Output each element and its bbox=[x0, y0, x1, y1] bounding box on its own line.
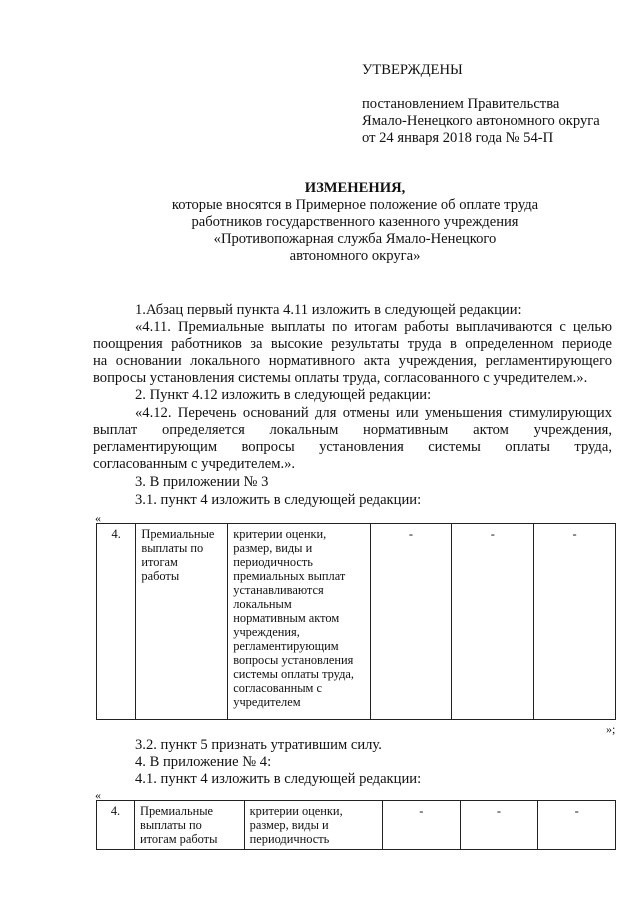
title-subline-1: которые вносятся в Примерное положение об оплате труда bbox=[171, 197, 539, 213]
criteria-line: регламентирующим bbox=[233, 639, 339, 653]
payment-name-line: итогам работы bbox=[140, 832, 218, 846]
row-number: 4. bbox=[97, 524, 136, 720]
payment-name-line: работы bbox=[141, 569, 180, 583]
payment-name-cell bbox=[136, 524, 228, 720]
value-cell: - bbox=[460, 801, 538, 850]
title-subline-3: «Противопожарная служба Ямало-Ненецкого bbox=[213, 231, 497, 247]
payment-name-line: Премиальные bbox=[141, 527, 215, 541]
paragraph-4-line-1: «4.12. Перечень оснований для отмены или уменьшения стимулирующих bbox=[135, 405, 612, 421]
paragraph-7: 3.2. пункт 5 признать утратившим силу. bbox=[135, 737, 382, 753]
paragraph-2-line-3: на основании локального нормативного акта учреждения, регламентирующего bbox=[93, 353, 612, 369]
payment-name-cell bbox=[135, 801, 245, 850]
criteria-line: нормативным актом bbox=[233, 611, 340, 625]
criteria-cell bbox=[228, 524, 370, 720]
open-quote-1: « bbox=[95, 511, 101, 525]
value-cell: - bbox=[383, 801, 461, 850]
approved-label: УТВЕРЖДЕНЫ bbox=[362, 62, 463, 78]
table-row bbox=[97, 524, 616, 720]
paragraph-5: 3. В приложении № 3 bbox=[135, 474, 269, 490]
criteria-line: устанавливаются bbox=[233, 583, 324, 597]
criteria-line: премиальных выплат bbox=[233, 569, 346, 583]
criteria-line: согласованным с bbox=[233, 681, 322, 695]
value-cell: - bbox=[538, 801, 616, 850]
table-row bbox=[97, 801, 616, 850]
criteria-line: периодичность bbox=[249, 832, 330, 846]
paragraph-2-line-2: поощрения работников за высокие результаты труда в определенном периоде bbox=[93, 336, 612, 352]
payment-name-line: выплаты по bbox=[140, 818, 202, 832]
value-cell: - bbox=[370, 524, 452, 720]
criteria-line: локальным bbox=[233, 597, 292, 611]
criteria-line: размер, виды и bbox=[249, 818, 329, 832]
payment-name-line: выплаты по bbox=[141, 541, 204, 555]
header-line-3: от 24 января 2018 года № 54-П bbox=[362, 130, 554, 146]
criteria-line: критерии оценки, bbox=[249, 804, 343, 818]
criteria-line: вопросы установления bbox=[233, 653, 354, 667]
criteria-line: размер, виды и bbox=[233, 541, 313, 555]
paragraph-8: 4. В приложение № 4: bbox=[135, 754, 272, 770]
paragraph-4-line-3: регламентирующим вопросы установления системы оплаты труда, bbox=[93, 439, 612, 455]
table-appendix-4 bbox=[96, 800, 616, 850]
payment-name-line: Премиальные bbox=[140, 804, 214, 818]
value-cell: - bbox=[534, 524, 616, 720]
value-cell: - bbox=[452, 524, 534, 720]
paragraph-3: 2. Пункт 4.12 изложить в следующей редакции: bbox=[135, 387, 432, 403]
header-line-2: Ямало-Ненецкого автономного округа bbox=[362, 113, 600, 129]
criteria-line: периодичность bbox=[233, 555, 313, 569]
title-subline-2: работников государственного казенного учреждения bbox=[191, 214, 519, 230]
criteria-line: критерии оценки, bbox=[233, 527, 327, 541]
open-quote-2: « bbox=[95, 788, 101, 802]
title-subline-4: автономного округа» bbox=[289, 248, 421, 264]
header-line-1: постановлением Правительства bbox=[362, 96, 560, 112]
table-appendix-3 bbox=[96, 523, 616, 720]
paragraph-9: 4.1. пункт 4 изложить в следующей редакции: bbox=[135, 771, 422, 787]
criteria-line: системы оплаты труда, bbox=[233, 667, 354, 681]
paragraph-6: 3.1. пункт 4 изложить в следующей редакции: bbox=[135, 492, 422, 508]
document-title: ИЗМЕНЕНИЯ, bbox=[304, 180, 406, 196]
paragraph-1: 1.Абзац первый пункта 4.11 изложить в следующей редакции: bbox=[135, 302, 522, 318]
paragraph-4-line-2: выплат определяется локальным нормативным актом учреждения, bbox=[93, 422, 612, 438]
paragraph-2-line-4: вопросы установления системы оплаты труда, согласованного с учредителем.». bbox=[93, 370, 588, 386]
payment-name-line: итогам bbox=[141, 555, 178, 569]
criteria-cell bbox=[244, 801, 382, 850]
close-quote-1: »; bbox=[606, 722, 616, 736]
criteria-line: учредителем bbox=[233, 695, 301, 709]
paragraph-2-line-1: «4.11. Премиальные выплаты по итогам работы выплачиваются с целью bbox=[135, 319, 612, 335]
criteria-line: учреждения, bbox=[233, 625, 300, 639]
paragraph-4-line-4: согласованным с учредителем.». bbox=[93, 456, 296, 472]
row-number: 4. bbox=[97, 801, 135, 850]
